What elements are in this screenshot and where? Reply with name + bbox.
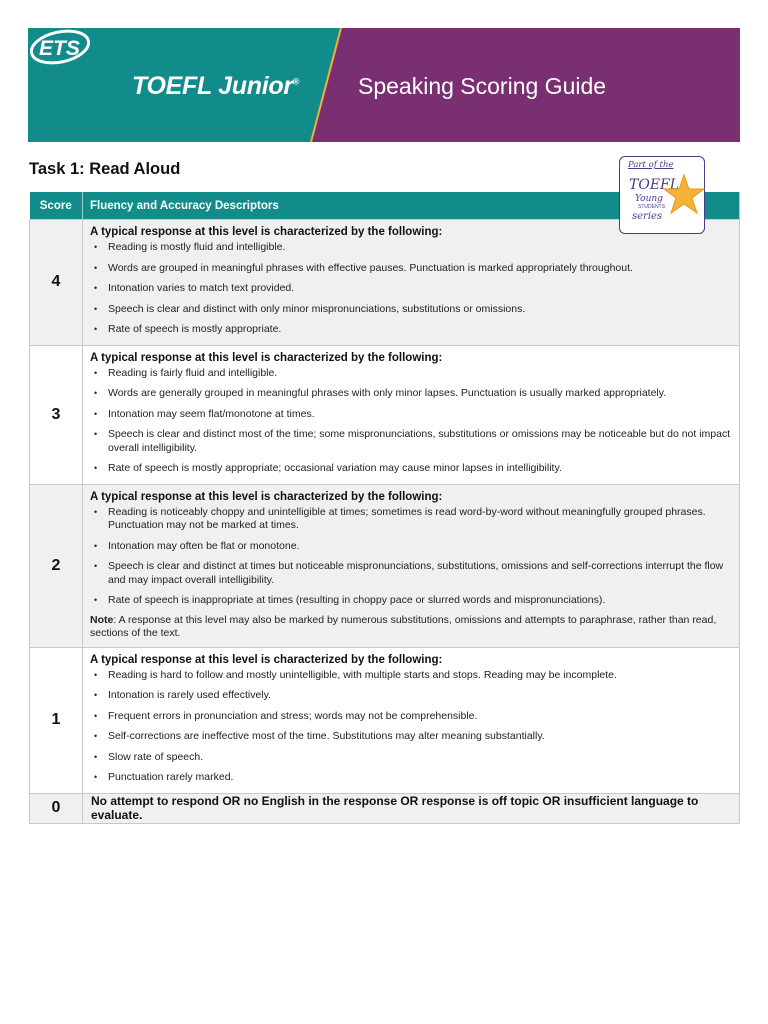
score-value: 4 <box>30 220 83 346</box>
list-item: • Rate of speech is mostly appropriate; occasional variation may cause minor lapses in intelligibility. <box>90 462 731 476</box>
table-row <box>30 484 740 647</box>
descriptor-note <box>90 614 731 641</box>
table-row <box>30 793 740 823</box>
list-item: • Rate of speech is mostly appropriate. <box>90 323 731 337</box>
descriptor-list <box>90 241 731 337</box>
list-item: • Intonation is rarely used effectively. <box>90 689 731 703</box>
product-name: TOEFL Junior <box>132 72 293 100</box>
product-logo <box>132 72 299 101</box>
descriptor-cell: No attempt to respond OR no English in the response OR response is off topic OR insufficient language to evaluate. <box>83 793 740 823</box>
descriptor-cell <box>83 647 740 793</box>
score-value: 1 <box>30 647 83 793</box>
score-column-header: Score <box>30 192 83 220</box>
list-item: • Rate of speech is inappropriate at times (resulting in choppy pace or slurred words and mispronunciations). <box>90 594 731 608</box>
task-title: Task 1: Read Aloud <box>29 160 181 178</box>
table-row <box>30 345 740 484</box>
header-banner <box>28 28 740 142</box>
descriptor-lead: A typical response at this level is characterized by the following: <box>90 351 443 364</box>
guide-title: Speaking Scoring Guide <box>358 73 607 99</box>
registered-mark: ® <box>292 76 300 87</box>
ets-logo-icon <box>28 28 92 66</box>
badge-part-of: Part of the <box>628 160 674 170</box>
descriptors-column-header: Fluency and Accuracy Descriptors <box>83 192 740 220</box>
score-value: 0 <box>30 793 83 823</box>
badge-series: series <box>632 211 663 222</box>
badge-young: Young <box>635 194 663 204</box>
list-item: • Words are grouped in meaningful phrases with effective pauses. Punctuation is marked appropriately throughout. <box>90 262 731 276</box>
list-item: • Frequent errors in pronunciation and stress; words may not be comprehensible. <box>90 710 731 724</box>
descriptor-list <box>90 367 731 476</box>
descriptor-lead: A typical response at this level is characterized by the following: <box>90 653 443 666</box>
list-item: • Speech is clear and distinct with only minor mispronunciations, substitutions or omissions. <box>90 303 731 317</box>
list-item: • Reading is fairly fluid and intelligible. <box>90 367 731 381</box>
note-label: Note <box>90 613 114 626</box>
note-text: : A response at this level may also be marked by numerous substitutions, omissions and attempts to paraphrase, rather than read, sections of the text. <box>90 613 717 639</box>
list-item: • Speech is clear and distinct most of the time; some mispronunciations, substitutions or omissions may be noticeable but do not impact overall intelligibility. <box>90 428 731 455</box>
scoring-rubric-table <box>29 192 740 824</box>
badge-students: STUDENTS <box>638 204 665 210</box>
descriptor-list <box>90 506 731 608</box>
list-item: • Reading is noticeably choppy and unintelligible at times; sometimes is read word-by-word without meaningfully grouped phrases. Punctuation may not be marked at times. <box>90 506 731 533</box>
list-item: • Self-corrections are ineffective most of the time. Substitutions may alter meaning substantially. <box>90 730 731 744</box>
descriptor-lead: A typical response at this level is characterized by the following: <box>90 490 443 503</box>
score-value: 2 <box>30 484 83 647</box>
descriptor-cell <box>83 220 740 346</box>
ets-logo-text: ETS <box>39 37 80 60</box>
table-row <box>30 647 740 793</box>
descriptor-list <box>90 669 731 785</box>
table-row <box>30 220 740 346</box>
list-item: • Reading is hard to follow and mostly unintelligible, with multiple starts and stops. Reading may be incomplete. <box>90 669 731 683</box>
list-item: • Intonation may seem flat/monotone at times. <box>90 408 731 422</box>
descriptor-lead: A typical response at this level is characterized by the following: <box>90 226 443 238</box>
list-item: • Speech is clear and distinct at times but noticeable mispronunciations, substitutions, omissions and self-corrections interrupt the flow and may impact overall intelligibility. <box>90 560 731 587</box>
list-item: • Slow rate of speech. <box>90 751 731 765</box>
descriptor-cell <box>83 345 740 484</box>
score-value: 3 <box>30 345 83 484</box>
descriptor-cell <box>83 484 740 647</box>
list-item: • Intonation varies to match text provided. <box>90 282 731 296</box>
star-icon <box>662 173 706 217</box>
list-item: • Reading is mostly fluid and intelligible. <box>90 241 731 255</box>
young-students-series-badge <box>619 156 705 234</box>
list-item: • Intonation may often be flat or monotone. <box>90 540 731 554</box>
list-item: • Words are generally grouped in meaningful phrases with only minor lapses. Punctuation is usually marked appropriately. <box>90 387 731 401</box>
list-item: • Punctuation rarely marked. <box>90 771 731 785</box>
badge-toefl: TOEFL <box>629 177 680 193</box>
